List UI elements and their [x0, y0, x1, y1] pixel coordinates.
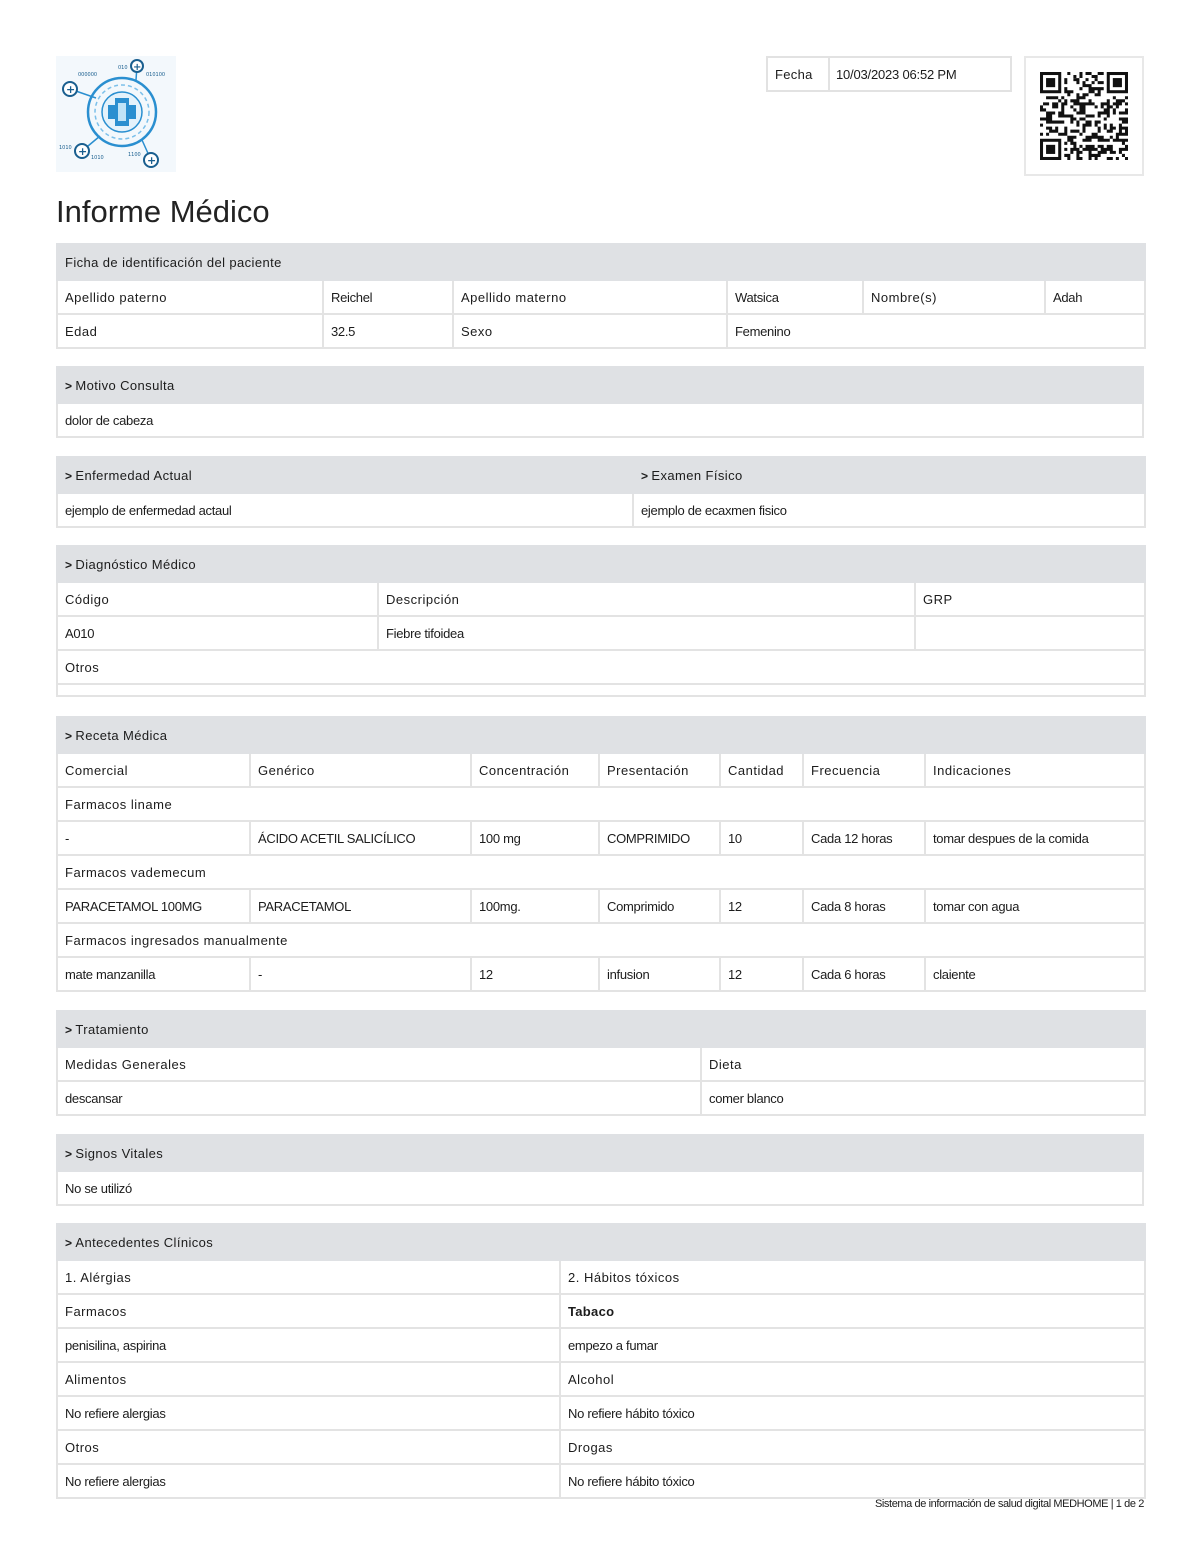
antecedentes-section [56, 1223, 1144, 1499]
table-row [57, 1362, 1145, 1396]
logo-label: 1010 [59, 145, 72, 151]
column-header: Frecuencia [803, 753, 925, 787]
descripcion-label: Descripción [378, 582, 915, 616]
chevron-right-icon: > [641, 468, 649, 483]
edad-label: Edad [57, 314, 323, 348]
descripcion-value: Fiebre tifoidea [378, 616, 915, 650]
table-row [57, 1396, 1145, 1430]
table-cell: Comprimido [599, 889, 720, 923]
clinic-logo [56, 56, 176, 172]
column-header: Indicaciones [925, 753, 1145, 787]
table-cell: penisilina, aspirina [57, 1328, 560, 1362]
edad-value: 32.5 [323, 314, 453, 348]
nombre-value: Adah [1045, 280, 1145, 314]
column-header: Cantidad [720, 753, 803, 787]
table-cell: 12 [720, 957, 803, 991]
medidas-label: Medidas Generales [57, 1047, 701, 1081]
table-cell: 100mg. [471, 889, 599, 923]
grp-value [915, 616, 1145, 650]
sexo-value: Femenino [727, 314, 1145, 348]
table-cell: Alcohol [560, 1362, 1145, 1396]
nombre-label: Nombre(s) [863, 280, 1045, 314]
chevron-right-icon: > [65, 378, 73, 393]
patient-section [56, 243, 1144, 349]
section-header: > Signos Vitales [57, 1135, 1143, 1171]
apellido-materno-value: Watsica [727, 280, 863, 314]
table-row [57, 957, 1145, 991]
table-cell: ÁCIDO ACETIL SALICÍLICO [250, 821, 471, 855]
qr-code [1024, 56, 1144, 176]
codigo-label: Código [57, 582, 378, 616]
page-footer: Sistema de información de salud digital MEDHOME | 1 de 2 [874, 1498, 1144, 1510]
chevron-right-icon: > [65, 1022, 73, 1037]
table-cell: - [57, 821, 250, 855]
medidas-value: descansar [57, 1081, 701, 1115]
motivo-value: dolor de cabeza [57, 403, 1143, 437]
column-header: Concentración [471, 753, 599, 787]
enfermedad-value: ejemplo de enfermedad actaul [57, 493, 633, 527]
apellido-paterno-value: Reichel [323, 280, 453, 314]
dieta-value: comer blanco [701, 1081, 1145, 1115]
logo-label: 1010 [91, 155, 104, 161]
section-header: > Antecedentes Clínicos [57, 1224, 1145, 1260]
grp-label: GRP [915, 582, 1145, 616]
logo-label: 1100 [128, 152, 141, 158]
diagnostico-section [56, 545, 1144, 697]
examen-value: ejemplo de ecaxmen fisico [633, 493, 1145, 527]
table-cell: 10 [720, 821, 803, 855]
section-header: > Examen Físico [633, 457, 1145, 493]
table-cell: No refiere hábito tóxico [560, 1464, 1145, 1498]
section-header: > Enfermedad Actual [57, 457, 633, 493]
table-cell: 100 mg [471, 821, 599, 855]
table-cell: tomar con agua [925, 889, 1145, 923]
group-label: Farmacos liname [57, 787, 1145, 821]
table-cell: Tabaco [560, 1294, 1145, 1328]
section-header: > Diagnóstico Médico [57, 546, 1145, 582]
table-row [57, 1294, 1145, 1328]
table-cell: Cada 12 horas [803, 821, 925, 855]
section-header: Ficha de identificación del paciente [57, 244, 1145, 280]
logo-label: 010100 [146, 72, 166, 78]
table-cell: 12 [720, 889, 803, 923]
logo-label: 000000 [78, 72, 98, 78]
column-header: Comercial [57, 753, 250, 787]
chevron-right-icon: > [65, 1235, 73, 1250]
motivo-section [56, 366, 1144, 438]
date-label: Fecha [768, 58, 830, 90]
svg-text:+: + [133, 62, 142, 73]
receta-section [56, 716, 1144, 992]
table-cell: 12 [471, 957, 599, 991]
signos-value: No se utilizó [57, 1171, 1143, 1205]
table-cell: No refiere alergias [57, 1464, 560, 1498]
table-row [57, 1464, 1145, 1498]
qr-code-icon [1040, 72, 1128, 160]
table-row [57, 821, 1145, 855]
otros-label: Otros [57, 650, 1145, 684]
otros-value [57, 684, 1145, 696]
alergias-label: 1. Alérgias [57, 1260, 560, 1294]
table-cell: PARACETAMOL [250, 889, 471, 923]
table-cell: claiente [925, 957, 1145, 991]
group-label: Farmacos ingresados manualmente [57, 923, 1145, 957]
table-cell: COMPRIMIDO [599, 821, 720, 855]
section-header: > Tratamiento [57, 1011, 1145, 1047]
table-cell: mate manzanilla [57, 957, 250, 991]
svg-text:+: + [78, 145, 88, 158]
section-header: > Receta Médica [57, 717, 1145, 753]
table-cell: Cada 8 horas [803, 889, 925, 923]
tratamiento-section [56, 1010, 1144, 1116]
date-value: 10/03/2023 06:52 PM [836, 67, 957, 82]
table-cell: Cada 6 horas [803, 957, 925, 991]
table-cell: Drogas [560, 1430, 1145, 1464]
column-header: Genérico [250, 753, 471, 787]
chevron-right-icon: > [65, 728, 73, 743]
table-cell: Otros [57, 1430, 560, 1464]
table-cell: Farmacos [57, 1294, 560, 1328]
table-cell: tomar despues de la comida [925, 821, 1145, 855]
group-label: Farmacos vademecum [57, 855, 1145, 889]
table-row [57, 889, 1145, 923]
logo-label: 010 [118, 65, 128, 71]
sexo-label: Sexo [453, 314, 727, 348]
table-cell: No refiere hábito tóxico [560, 1396, 1145, 1430]
signos-section [56, 1134, 1144, 1206]
apellido-paterno-label: Apellido paterno [57, 280, 323, 314]
table-cell: Alimentos [57, 1362, 560, 1396]
enfermedad-examen-section [56, 456, 1144, 528]
apellido-materno-label: Apellido materno [453, 280, 727, 314]
habitos-label: 2. Hábitos tóxicos [560, 1260, 1145, 1294]
section-header: > Motivo Consulta [57, 367, 1143, 403]
table-cell: empezo a fumar [560, 1328, 1145, 1362]
table-cell: - [250, 957, 471, 991]
svg-text:+: + [147, 154, 157, 167]
page-title: Informe Médico [56, 194, 270, 229]
table-cell: PARACETAMOL 100MG [57, 889, 250, 923]
table-cell: infusion [599, 957, 720, 991]
chevron-right-icon: > [65, 557, 73, 572]
dieta-label: Dieta [701, 1047, 1145, 1081]
table-row [57, 1328, 1145, 1362]
chevron-right-icon: > [65, 1146, 73, 1161]
table-cell: No refiere alergias [57, 1396, 560, 1430]
table-row [57, 1430, 1145, 1464]
chevron-right-icon: > [65, 468, 73, 483]
svg-text:+: + [66, 83, 76, 96]
codigo-value: A010 [57, 616, 378, 650]
column-header: Presentación [599, 753, 720, 787]
date-box [766, 56, 1012, 92]
